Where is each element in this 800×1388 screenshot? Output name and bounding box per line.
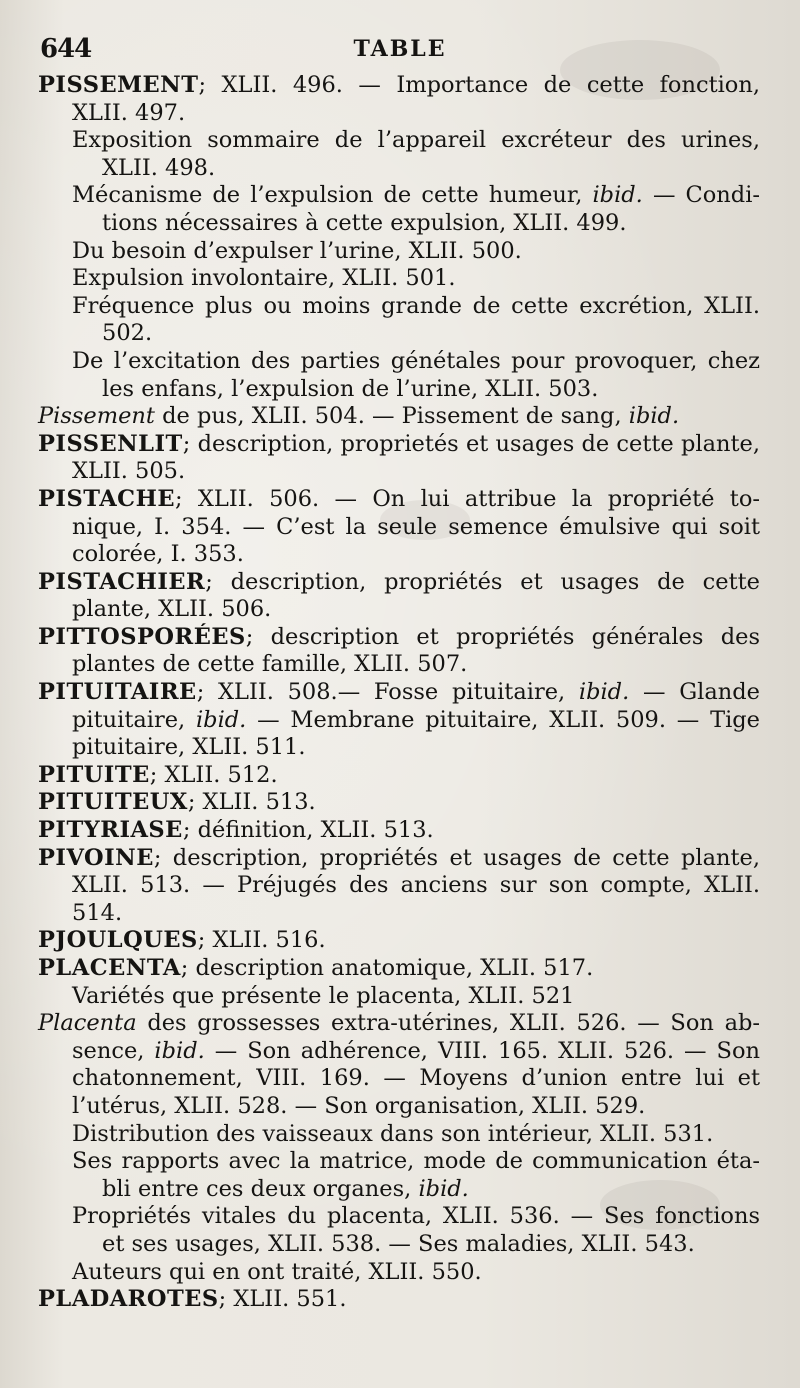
entry-text: plante, XLII. 506. [72, 596, 272, 623]
index-subentry-line [38, 651, 760, 679]
index-entry-line [38, 679, 760, 707]
italic-text: ibid. [418, 1175, 469, 1202]
entry-text: — Membrane pituitaire, XLII. 509. — Tige [246, 706, 760, 733]
entry-text: Distribution des vaisseaux dans son intérieur, XLII. 531. [72, 1120, 714, 1147]
entry-text: colorée, I. 353. [72, 541, 244, 568]
index-subentry-line [38, 1203, 760, 1231]
index-entry-line [38, 789, 760, 817]
index-subentry-line [38, 100, 760, 128]
entry-text: Fréquence plus ou moins grande de cette excrétion, XLII. [72, 292, 760, 319]
index-entry-line [38, 569, 760, 597]
index-subentry-line [38, 376, 760, 404]
italic-text: ibid. [628, 403, 680, 430]
index-subentry-line [38, 1176, 760, 1204]
entry-text: et ses usages, XLII. 538. — Ses maladies, XLII. 543. [102, 1230, 695, 1257]
index-subentry-line [38, 210, 760, 238]
index-subentry-line [38, 983, 760, 1011]
index-subentry-line [38, 1121, 760, 1149]
entry-text: des grossesses extra-utérines, XLII. 526. — Son ab- [136, 1010, 760, 1037]
index-entry-line [38, 486, 760, 514]
index-subentry-line [38, 238, 760, 266]
index-entry-line [38, 1286, 760, 1314]
entry-headword: PISTACHE [38, 485, 175, 512]
index-subentry-line [38, 734, 760, 762]
entry-text: ; XLII. 508.— Fosse pituitaire, [196, 679, 579, 706]
index-entries [38, 72, 760, 1314]
index-entry-line [38, 762, 760, 790]
italic-text: ibid. [195, 706, 247, 733]
index-subentry-line [38, 1038, 760, 1066]
entry-text: ; définition, XLII. 513. [182, 817, 434, 844]
italic-text: Placenta [38, 1010, 137, 1037]
entry-text: Variétés que présente le placenta, XLII. 521 [72, 982, 575, 1009]
index-subentry-line [38, 1093, 760, 1121]
entry-text: Mécanisme de l’expulsion de cette humeur, [72, 182, 593, 209]
entry-text: ; XLII. 512. [149, 761, 278, 788]
running-title: TABLE [353, 36, 447, 62]
entry-text: ; description, propriétés et usages de cette [205, 568, 760, 595]
entry-text: XLII. 513. — Préjugés des anciens sur son compte, XLII. [72, 872, 760, 899]
entry-text: ; XLII. 551. [218, 1286, 347, 1313]
entry-text: XLII. 497. [72, 99, 186, 126]
entry-headword: PITUITE [38, 761, 150, 788]
entry-text: XLII. 505. [72, 458, 186, 485]
index-subentry-line [38, 265, 760, 293]
entry-text: ; description anatomique, XLII. 517. [180, 955, 594, 981]
entry-text: — Son adhérence, VIII. 165. XLII. 526. — Son [204, 1037, 760, 1064]
index-subentry-line [38, 1065, 760, 1093]
index-subentry-line [38, 1148, 760, 1176]
index-subentry-line [38, 182, 760, 210]
entry-text: De l’excitation des parties génétales pour provoquer, chez [72, 347, 760, 374]
index-subentry-line [38, 348, 760, 376]
entry-text: 514. [72, 899, 123, 926]
entry-text: de pus, XLII. 504. — Pissement de sang, [154, 403, 629, 430]
index-entry-line [38, 927, 760, 955]
entry-headword: PITUITAIRE [38, 679, 197, 706]
index-subentry-line [38, 707, 760, 735]
index-entry-line [38, 845, 760, 873]
entry-text: ; XLII. 506. — On lui attribue la propriété to- [174, 485, 760, 512]
index-subentry-line [38, 872, 760, 900]
entry-text: Expulsion involontaire, XLII. 501. [72, 265, 456, 292]
index-entry-line [38, 624, 760, 652]
entry-text: ; XLII. 513. [187, 789, 316, 816]
entry-text: Propriétés vitales du placenta, XLII. 536. — Ses fonctions [72, 1203, 760, 1230]
italic-text: ibid. [154, 1037, 205, 1064]
entry-headword: PISTACHIER [38, 568, 206, 595]
entry-text: — Glande [629, 679, 760, 706]
index-subentry-line [38, 1231, 760, 1259]
entry-text: 502. [102, 320, 153, 347]
italic-text: ibid. [578, 679, 630, 706]
entry-text: Du besoin d’expulser l’urine, XLII. 500. [72, 237, 522, 264]
index-subentry-line [38, 155, 760, 183]
entry-headword: PISSEMENT [38, 72, 199, 98]
entry-headword: PIVOINE [38, 844, 154, 871]
index-subentry-line [38, 320, 760, 348]
entry-headword: PITTOSPORÉES [38, 623, 246, 650]
index-entry-line [38, 1010, 760, 1038]
entry-text: pituitaire, [72, 706, 196, 733]
italic-text: ibid. [592, 182, 643, 209]
entry-headword: PISSENLIT [38, 430, 183, 457]
page-header [40, 34, 760, 68]
entry-text: les enfans, l’expulsion de l’urine, XLII. 503. [102, 375, 599, 402]
page-number: 644 [40, 34, 92, 64]
index-subentry-line [38, 127, 760, 155]
index-subentry-line [38, 1259, 760, 1287]
index-subentry-line [38, 900, 760, 928]
entry-text: pituitaire, XLII. 511. [72, 734, 306, 761]
entry-headword: PLADAROTES [38, 1286, 219, 1313]
entry-headword: PJOULQUES [38, 927, 198, 954]
index-subentry-line [38, 293, 760, 321]
index-entry-line [38, 955, 760, 983]
index-entry-line [38, 72, 760, 100]
italic-text: Pissement [38, 403, 155, 430]
entry-text: l’utérus, XLII. 528. — Son organisation, XLII. 529. [72, 1092, 646, 1119]
index-subentry-line [38, 514, 760, 542]
entry-text: ; description, propriétés et usages de cette plante, [153, 844, 760, 871]
index-subentry-line [38, 541, 760, 569]
entry-text: ; description, proprietés et usages de cette plante, [182, 430, 760, 457]
entry-text: — Condi- [642, 182, 761, 209]
entry-text: nique, I. 354. — C’est la seule semence émulsive qui soit [72, 513, 760, 540]
entry-text: chatonnement, VIII. 169. — Moyens d’union entre lui et [72, 1065, 760, 1092]
entry-text: Auteurs qui en ont traité, XLII. 550. [72, 1258, 482, 1285]
index-entry-line [38, 431, 760, 459]
entry-headword: PITUITEUX [38, 789, 188, 816]
entry-text: Ses rapports avec la matrice, mode de communication éta- [72, 1148, 760, 1175]
entry-text: Exposition sommaire de l’appareil excréteur des urines, [72, 127, 760, 154]
entry-text: bli entre ces deux organes, [102, 1175, 419, 1202]
entry-headword: PITYRIASE [38, 817, 183, 844]
index-subentry-line [38, 596, 760, 624]
entry-text: sence, [72, 1037, 155, 1064]
entry-text: tions nécessaires à cette expulsion, XLII. 499. [102, 209, 627, 236]
entry-text: ; XLII. 496. — Importance de cette fonction, [198, 72, 760, 98]
index-subentry-line [38, 458, 760, 486]
entry-text: XLII. 498. [102, 154, 216, 181]
index-entry-line [38, 403, 760, 431]
entry-text: ; description et propriétés générales des [245, 623, 760, 650]
entry-headword: PLACENTA [38, 955, 181, 981]
index-entry-line [38, 817, 760, 845]
entry-text: ; XLII. 516. [197, 927, 326, 954]
entry-text: plantes de cette famille, XLII. 507. [72, 651, 468, 678]
